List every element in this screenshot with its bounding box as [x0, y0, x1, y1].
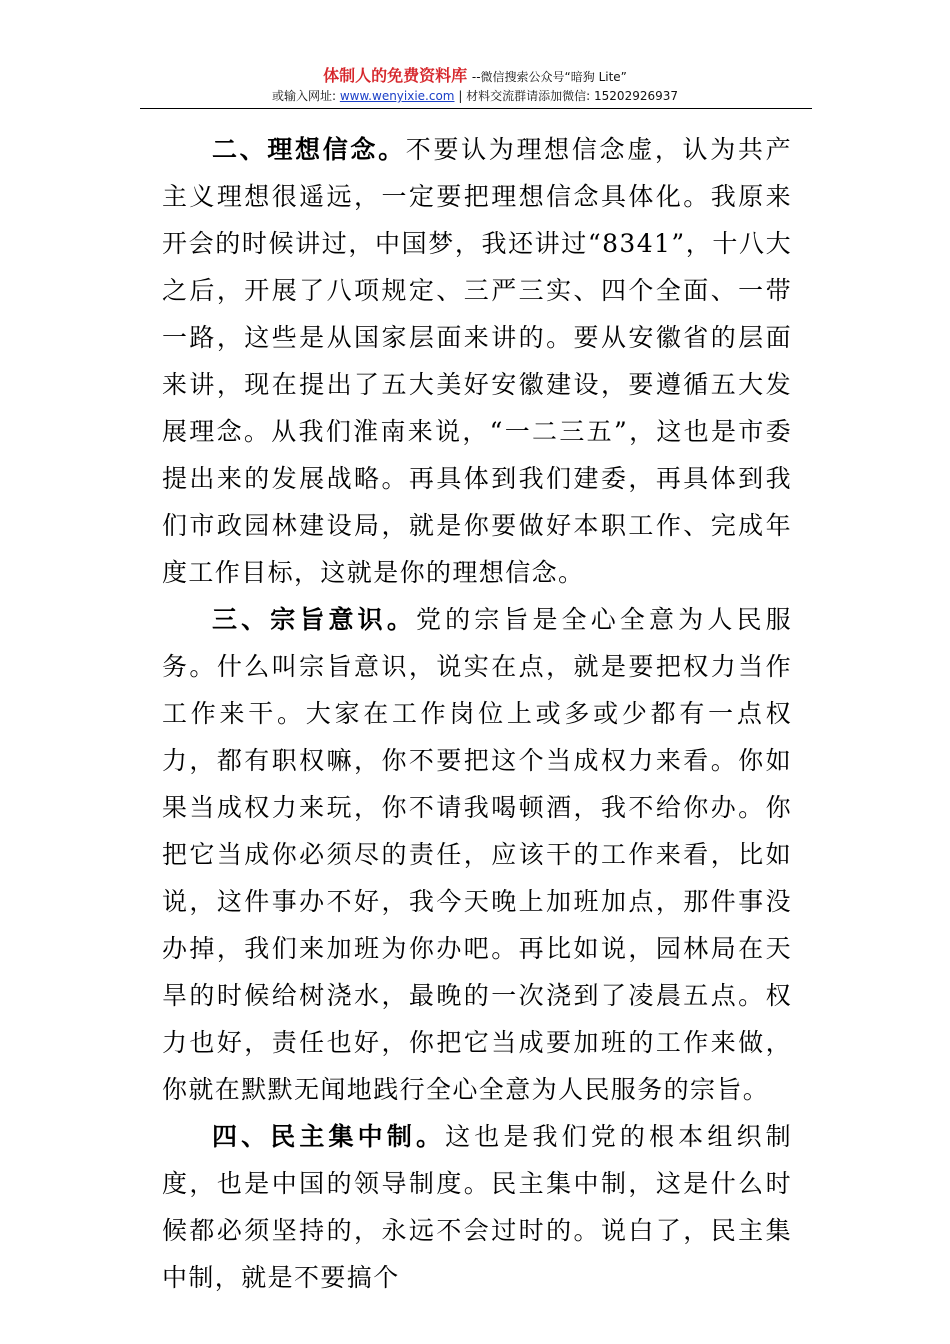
paragraph-ideals [162, 126, 792, 596]
header-line-2 [140, 88, 810, 104]
section-heading: 三、宗旨意识。 [212, 605, 416, 634]
header-line-1 [140, 66, 810, 88]
contact-info: | 材料交流群请添加微信: 15202926937 [454, 89, 679, 103]
header-divider [140, 108, 812, 109]
paragraph-text: 这也是我们党的根本组织制度，也是中国的领导制度。民主集中制，这是什么时候都必须坚持的，永远不会过时的。说白了，民主集中制，就是不要搞个 [162, 1122, 792, 1292]
paragraph-text: 党的宗旨是全心全意为人民服务。什么叫宗旨意识，说实在点，就是要把权力当作工作来干。大家在工作岗位上或多或少都有一点权力，都有职权嘛，你不要把这个当成权力来看。你如果当成权力来玩，你不请我喝顿酒，我不给你办。你把它当成你必须尽的责任，应该干的工作来看，比如说，这件事办不好，我今天晚上加班加点，那件事没办掉，我们来加班为你办吧。再比如说，园林局在天旱的时候给树浇水，最晚的一次浇到了凌晨五点。权力也好，责任也好，你把它当成要加班的工作来做，你就在默默无闻地践行全心全意为人民服务的宗旨。 [162, 605, 792, 1104]
paragraph-text: 不要认为理想信念虚，认为共产主义理想很遥远，一定要把理想信念具体化。我原来开会的时候讲过，中国梦，我还讲过“8341”，十八大之后，开展了八项规定、三严三实、四个全面、一带一路，这些是从国家层面来讲的。要从安徽省的层面来讲，现在提出了五大美好安徽建设，要遵循五大发展理念。从我们淮南来说，“一二三五”，这也是市委提出来的发展战略。再具体到我们建委，再具体到我们市政园林建设局，就是你要做好本职工作、完成年度工作目标，这就是你的理想信念。 [162, 135, 792, 587]
paragraph-democratic-centralism [162, 1113, 792, 1301]
website-link[interactable]: www.wenyixie.com [339, 89, 455, 103]
page-header [140, 66, 810, 104]
brand-title: 体制人的免费资料库 [323, 66, 468, 85]
document-body [162, 126, 792, 1301]
paragraph-purpose [162, 596, 792, 1113]
section-heading: 四、民主集中制。 [212, 1122, 446, 1151]
brand-slogan: --微信搜索公众号“暗狗 Lite” [471, 70, 627, 84]
section-heading: 二、理想信念。 [212, 135, 406, 164]
url-prefix: 或输入网址: [271, 89, 340, 103]
